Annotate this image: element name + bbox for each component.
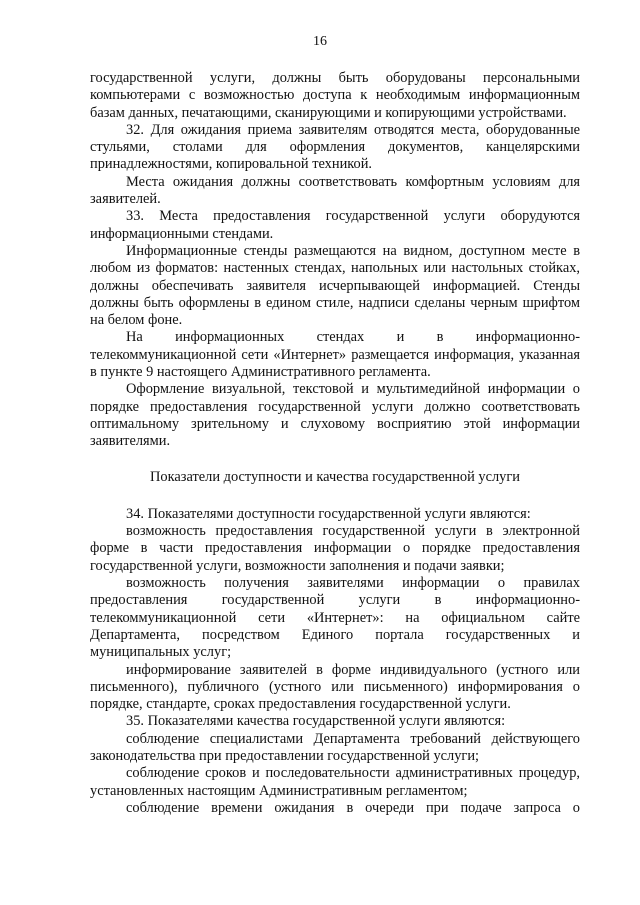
paragraph: Информационные стенды размещаются на видном, доступном месте в любом из форматов: настенных стендах, напольных или настольных стойках, должны обеспечивать заявителя исчерпывающей информацией. Стенды должны быть оформлены в едином стиле, надписи сделаны черным шрифтом на белом фоне. [90, 242, 580, 329]
paragraph: государственной услуги, должны быть оборудованы персональными компьютерами с возможностью доступа к необходимым информационным базам данных, печатающими, сканирующими и копирующими устройствами. [90, 70, 580, 121]
section-heading: Показатели доступности и качества государственной услуги [150, 468, 520, 485]
page-number: 16 [313, 34, 327, 49]
paragraphs-before-heading [90, 70, 580, 451]
paragraph: На информационных стендах и в информационно-телекоммуникационной сети «Интернет» размещается информация, указанная в пункте 9 настоящего Административного регламента. [90, 329, 580, 381]
paragraph: соблюдение времени ожидания в очереди при подаче запроса о [126, 799, 580, 816]
paragraph: соблюдение сроков и последовательности административных процедур, установленных настоящим Административным регламентом; [90, 765, 580, 799]
paragraphs-after-heading [90, 506, 580, 817]
paragraph: 35. Показателями качества государственной услуги являются: [126, 713, 506, 730]
paragraph: возможность предоставления государственной услуги в электронной форме в части предоставления информации о порядке предоставления государственной услуги, возможности заполнения и подачи заявки; [90, 523, 580, 574]
paragraph: Места ожидания должны соответствовать комфортным условиям для заявителей. [90, 173, 580, 208]
paragraph: информирование заявителей в форме индивидуального (устного или письменного), публичного (устного или письменного) информирования о порядке, стандарте, сроках предоставления государственной услуги. [90, 661, 580, 713]
paragraph: 32. Для ожидания приема заявителям отводятся места, оборудованные стульями, столами для оформления документов, канцелярскими принадлежностями, копировальной техникой. [90, 121, 580, 173]
paragraph: соблюдение специалистами Департамента требований действующего законодательства при предоставлении государственной услуги; [90, 730, 580, 764]
document-body [90, 70, 580, 817]
paragraph: 34. Показателями доступности государственной услуги являются: [126, 505, 531, 522]
paragraph: Оформление визуальной, текстовой и мультимедийной информации о порядке предоставления государственной услуги должно соответствовать оптимальному зрительному и слуховому восприятию этой информации заявителями. [90, 381, 580, 450]
paragraph: 33. Места предоставления государственной услуги оборудуются информационными стендами. [90, 208, 580, 242]
paragraph: возможность получения заявителями информации о правилах предоставления государственной услуги в информационно-телекоммуникационной сети «Интернет»: на официальном сайте Департамента, посредством Единого портала государственных и муниципальных услуг; [90, 575, 580, 661]
